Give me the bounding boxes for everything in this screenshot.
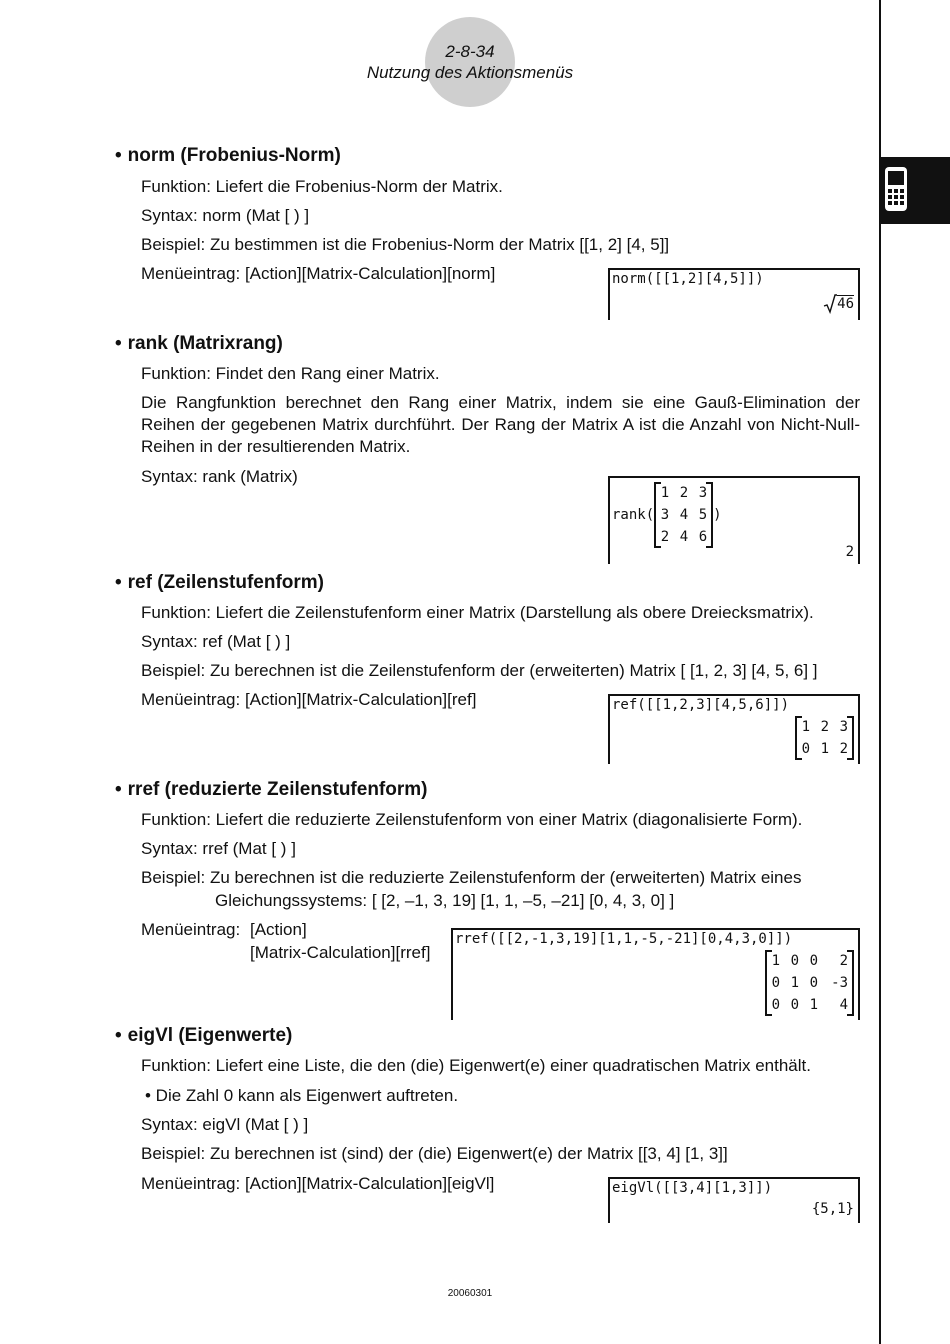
eigvl-note: • Die Zahl 0 kann als Eigenwert auftreten. — [145, 1086, 459, 1105]
rref-menu-line2: [Matrix-Calculation][rref] — [250, 943, 431, 962]
eigvl-syntax: Syntax: eigVl (Mat [ ) ] — [141, 1115, 309, 1134]
ref-menu: Menüeintrag: [Action][Matrix-Calculation][ref] — [141, 690, 477, 709]
bullet-icon: • — [115, 1025, 122, 1046]
bullet-icon: • — [115, 333, 122, 354]
ref-matrix — [795, 716, 854, 760]
matrix-row: 1 0 0 2 — [771, 953, 848, 969]
section-heading-rank: • rank (Matrixrang) — [115, 333, 283, 354]
rref-beispiel-line2: Gleichungssystems: [ [2, –1, 3, 19] [1, 1, –5, –21] [0, 4, 3, 0] ] — [215, 891, 675, 910]
norm-beispiel: Beispiel: Zu bestimmen ist die Frobenius-Norm der Matrix [[1, 2] [4, 5]] — [141, 235, 670, 254]
ref-beispiel: Beispiel: Zu berechnen ist die Zeilenstufenform der (erweiterten) Matrix [ [1, 2, 3] [4, 5, 6] ] — [141, 661, 818, 680]
screen-result: 2 — [845, 544, 854, 560]
eigvl-beispiel: Beispiel: Zu berechnen ist (sind) der (die) Eigenwert(e) der Matrix [[3, 4] [1, 3]] — [141, 1144, 728, 1163]
rank-description: Die Rangfunktion berechnet den Rang einer Matrix, indem sie eine Gauß-Elimination der Reihen der gegebenen Matrix durchführt. Der Rang der Matrix A ist die Anzahl von Nicht-Null-Reihen in der resultierenden Matrix. — [141, 393, 860, 456]
matrix-row: 1 2 3 — [660, 485, 708, 501]
rank-syntax: Syntax: rank (Matrix) — [141, 467, 298, 486]
section-heading-rref: • rref (reduzierte Zeilenstufenform) — [115, 779, 428, 800]
ref-screenshot — [608, 694, 860, 764]
page-number: 2-8-34 — [445, 42, 495, 61]
page-title: Nutzung des Aktionsmenüs — [366, 63, 574, 82]
screen-input: ref([[1,2,3][4,5,6]]) — [612, 697, 790, 713]
screen-result: 46 — [823, 294, 854, 314]
norm-syntax: Syntax: norm (Mat [ ) ] — [141, 206, 310, 225]
ref-funktion: Funktion: Liefert die Zeilenstufenform einer Matrix (Darstellung als obere Dreiecksmatrix). — [141, 603, 814, 622]
matrix-row: 2 4 6 — [660, 529, 708, 545]
rref-menu-label: Menüeintrag: — [141, 920, 241, 939]
eigvl-menu: Menüeintrag: [Action][Matrix-Calculation][eigVl] — [141, 1174, 495, 1193]
screen-result: {5,1} — [811, 1201, 854, 1217]
bullet-icon: • — [115, 779, 122, 800]
rank-suffix: ) — [713, 507, 722, 523]
section-heading-eigvl: • eigVl (Eigenwerte) — [115, 1025, 293, 1046]
rref-funktion: Funktion: Liefert die reduzierte Zeilenstufenform von einer Matrix (diagonalisierte Form). — [141, 810, 803, 829]
section-heading-ref: • ref (Zeilenstufenform) — [115, 572, 325, 593]
page-number-circle — [425, 17, 515, 107]
matrix-row: 0 1 2 — [801, 741, 848, 757]
norm-funktion: Funktion: Liefert die Frobenius-Norm der Matrix. — [141, 177, 503, 196]
eigvl-funktion: Funktion: Liefert eine Liste, die den (die) Eigenwert(e) einer quadratischen Matrix enthält. — [141, 1056, 811, 1075]
ref-syntax: Syntax: ref (Mat [ ) ] — [141, 632, 291, 651]
screen-input: eigVl([[3,4][1,3]]) — [612, 1180, 773, 1196]
rref-screenshot — [451, 928, 860, 1020]
norm-screenshot — [608, 268, 860, 320]
bullet-icon: • — [115, 145, 122, 166]
norm-menu: Menüeintrag: [Action][Matrix-Calculation][norm] — [141, 264, 496, 283]
screen-input: rref([[2,-1,3,19][1,1,-5,-21][0,4,3,0]]) — [455, 931, 793, 947]
matrix-row: 3 4 5 — [660, 507, 708, 523]
eigvl-screenshot — [608, 1177, 860, 1223]
rank-matrix — [654, 482, 713, 548]
calculator-icon — [879, 157, 950, 224]
rref-beispiel-line1: Beispiel: Zu berechnen ist die reduzierte Zeilenstufenform der (erweiterten) Matrix eines — [141, 868, 802, 887]
matrix-row: 1 2 3 — [801, 719, 848, 735]
screen-input: norm([[1,2][4,5]]) — [612, 271, 764, 287]
chapter-tab — [879, 157, 950, 224]
rref-menu-line1: [Action] — [250, 920, 307, 939]
bullet-icon: • — [115, 572, 122, 593]
rank-screenshot — [608, 476, 860, 564]
section-heading-norm: • norm (Frobenius-Norm) — [115, 145, 341, 166]
rank-funktion: Funktion: Findet den Rang einer Matrix. — [141, 364, 440, 383]
rank-prefix: rank( — [612, 507, 655, 523]
matrix-row: 0 0 1 4 — [771, 997, 848, 1013]
sqrt-icon — [823, 294, 837, 314]
matrix-row: 0 1 0 -3 — [771, 975, 848, 991]
rref-syntax: Syntax: rref (Mat [ ) ] — [141, 839, 296, 858]
rref-matrix — [765, 950, 854, 1016]
footer-code: 20060301 — [447, 1288, 493, 1299]
